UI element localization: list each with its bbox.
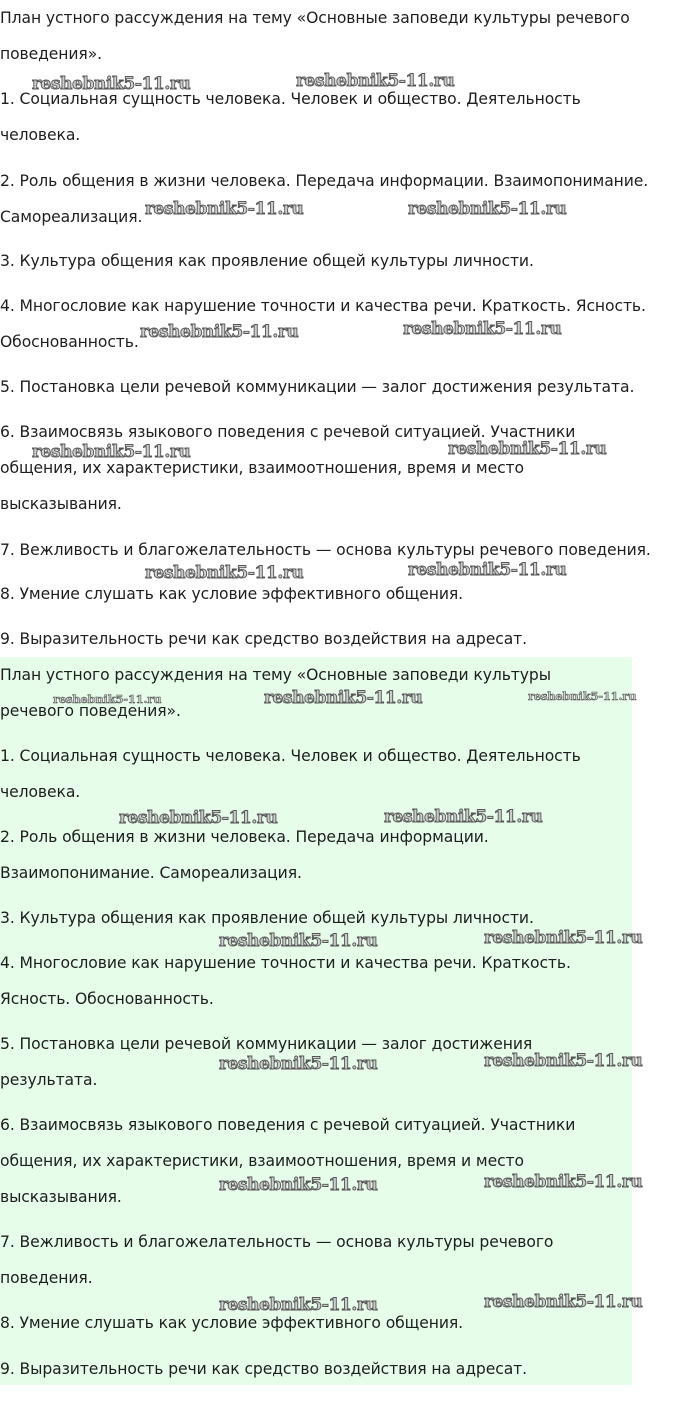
watermark: reshebnik5-11.ru xyxy=(296,71,455,91)
text-line: 2. Роль общения в жизни человека. Передача информации. Взаимопонимание. xyxy=(0,172,649,190)
watermark: reshebnik5-11.ru xyxy=(403,319,562,339)
plan-section-highlighted xyxy=(0,657,632,1385)
watermark: reshebnik5-11.ru xyxy=(448,439,607,459)
text-line: Обоснованность. xyxy=(0,333,139,351)
text-line: поведения». xyxy=(0,45,103,63)
text-line: 5. Постановка цели речевой коммуникации — залог достижения xyxy=(0,1035,533,1053)
text-line: речевого поведения». xyxy=(0,702,181,720)
text-line: высказывания. xyxy=(0,1188,122,1206)
text-line: 6. Взаимосвязь языкового поведения с речевой ситуацией. Участники xyxy=(0,1116,576,1134)
text-line: Самореализация. xyxy=(0,208,143,226)
text-line: общения, их характеристики, взаимоотношения, время и место xyxy=(0,459,524,477)
watermark: reshebnik5-11.ru xyxy=(53,692,162,706)
text-line: 8. Умение слушать как условие эффективного общения. xyxy=(0,585,464,603)
watermark: reshebnik5-11.ru xyxy=(219,931,378,951)
watermark: reshebnik5-11.ru xyxy=(484,1051,643,1071)
watermark: reshebnik5-11.ru xyxy=(119,808,278,828)
text-line: 1. Социальная сущность человека. Человек и общество. Деятельность xyxy=(0,747,581,765)
watermark: reshebnik5-11.ru xyxy=(219,1295,378,1315)
watermark: reshebnik5-11.ru xyxy=(384,807,543,827)
watermark: reshebnik5-11.ru xyxy=(528,689,637,703)
text-line: 2. Роль общения в жизни человека. Передача информации. xyxy=(0,828,489,846)
watermark: reshebnik5-11.ru xyxy=(145,563,304,583)
text-line: 4. Многословие как нарушение точности и качества речи. Краткость. xyxy=(0,954,571,972)
watermark: reshebnik5-11.ru xyxy=(219,1175,378,1195)
text-line: 1. Социальная сущность человека. Человек и общество. Деятельность xyxy=(0,90,581,108)
watermark: reshebnik5-11.ru xyxy=(32,442,191,462)
text-line: 9. Выразительность речи как средство воздействия на адресат. xyxy=(0,630,527,648)
text-line: Ясность. Обоснованность. xyxy=(0,990,214,1008)
text-line: высказывания. xyxy=(0,495,122,513)
watermark: reshebnik5-11.ru xyxy=(484,1172,643,1192)
text-line: 7. Вежливость и благожелательность — основа культуры речевого xyxy=(0,1233,554,1251)
text-line: 8. Умение слушать как условие эффективного общения. xyxy=(0,1314,464,1332)
text-line: общения, их характеристики, взаимоотношения, время и место xyxy=(0,1152,524,1170)
text-line: 4. Многословие как нарушение точности и качества речи. Краткость. Ясность. xyxy=(0,297,646,315)
text-line: поведения. xyxy=(0,1269,93,1287)
watermark: reshebnik5-11.ru xyxy=(408,199,567,219)
text-line: 3. Культура общения как проявление общей культуры личности. xyxy=(0,909,534,927)
watermark: reshebnik5-11.ru xyxy=(145,199,304,219)
text-line: 3. Культура общения как проявление общей культуры личности. xyxy=(0,252,534,270)
watermark: reshebnik5-11.ru xyxy=(484,1292,643,1312)
text-line: План устного рассуждения на тему «Основные заповеди культуры речевого xyxy=(0,9,630,27)
watermark: reshebnik5-11.ru xyxy=(140,322,299,342)
text-line: 6. Взаимосвязь языкового поведения с речевой ситуацией. Участники xyxy=(0,423,576,441)
text-line: 5. Постановка цели речевой коммуникации — залог достижения результата. xyxy=(0,378,635,396)
watermark: reshebnik5-11.ru xyxy=(264,688,423,708)
text-line: человека. xyxy=(0,126,81,144)
text-line: результата. xyxy=(0,1071,98,1089)
text-line: 9. Выразительность речи как средство воздействия на адресат. xyxy=(0,1360,527,1378)
text-line: План устного рассуждения на тему «Основные заповеди культуры xyxy=(0,666,551,684)
watermark: reshebnik5-11.ru xyxy=(219,1054,378,1074)
watermark: reshebnik5-11.ru xyxy=(408,560,567,580)
text-line: 7. Вежливость и благожелательность — основа культуры речевого поведения. xyxy=(0,541,651,559)
watermark: reshebnik5-11.ru xyxy=(484,928,643,948)
text-line: Взаимопонимание. Самореализация. xyxy=(0,864,302,882)
watermark: reshebnik5-11.ru xyxy=(32,74,191,94)
text-line: человека. xyxy=(0,783,81,801)
